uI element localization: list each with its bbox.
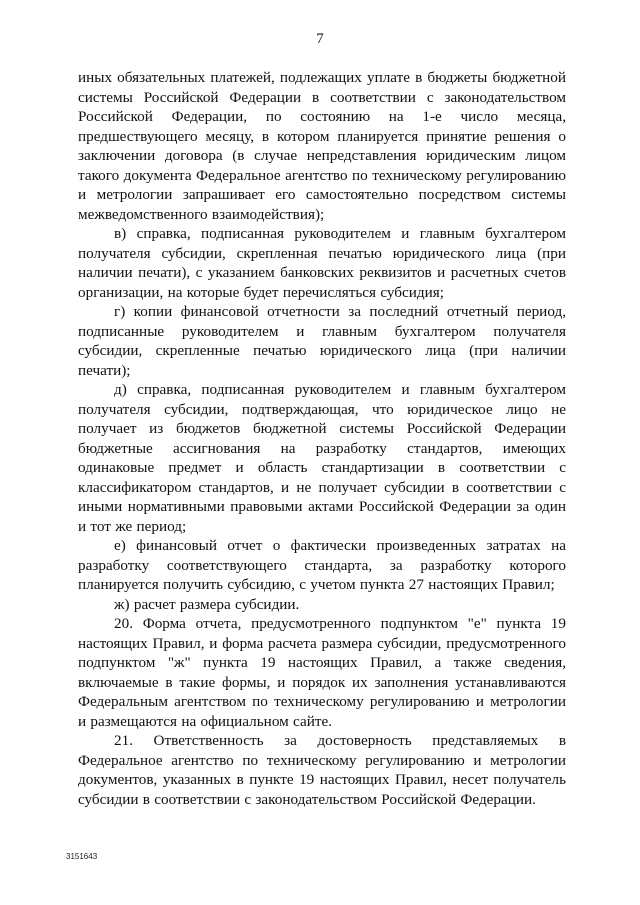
page-number: 7 [316, 31, 324, 47]
document-code: 3151643 [66, 852, 98, 861]
paragraph-item-zh: ж) расчет размера субсидии. [114, 595, 300, 613]
paragraph-continuation: иных обязательных платежей, подлежащих уплате в бюджеты бюджетной системы Российской Федерации в соответствии с законодательством Российской Федерации, по состоянию на 1-е число месяца, предшествующего месяцу, в котором планируется принятие решения о заключении договора (в случае непредставления юридическим лицом такого документа Федеральное агентство по техническому регулированию и метрологии запрашивает его самостоятельно посредством системы межведомственного взаимодействия); [78, 69, 566, 223]
paragraph-item-g: г) копии финансовой отчетности за последний отчетный период, подписанные руководителем и главным бухгалтером получателя субсидии, скрепленные печатью юридического лица (при наличии печати); [78, 303, 566, 379]
paragraph-clause-21: 21. Ответственность за достоверность представляемых в Федеральное агентство по техническому регулированию и метрологии документов, указанных в пункте 19 настоящих Правил, несет получатель субсидии в соответствии с законодательством Российской Федерации. [78, 732, 566, 808]
paragraph-item-d: д) справка, подписанная руководителем и главным бухгалтером получателя субсидии, подтверждающая, что юридическое лицо не получает из бюджетов бюджетной системы Российской Федерации бюджетные ассигнования на разработку стандартов, имеющих одинаковые предмет и область стандартизации в соответствии с классификатором стандартов, и не получает субсидии в соответствии с иными нормативными правовыми актами Российской Федерации за один и тот же период; [78, 381, 566, 535]
paragraph-clause-20: 20. Форма отчета, предусмотренного подпунктом "е" пункта 19 настоящих Правил, и форма расчета размера субсидии, предусмотренного подпунктом "ж" пункта 19 настоящих Правил, а также сведения, включаемые в такие формы, и порядок их заполнения устанавливаются Федеральным агентством по техническому регулированию и метрологии и размещаются на официальном сайте. [78, 615, 566, 730]
paragraph-item-e: е) финансовый отчет о фактически произведенных затратах на разработку соответствующего стандарта, за разработку которого планируется получить субсидию, с учетом пункта 27 настоящих Правил; [78, 537, 566, 593]
paragraph-item-v: в) справка, подписанная руководителем и главным бухгалтером получателя субсидии, скрепленная печатью юридического лица (при наличии печати), с указанием банковских реквизитов и расчетных счетов организации, на которые будет перечисляться субсидия; [78, 225, 566, 301]
document-body [78, 68, 566, 809]
